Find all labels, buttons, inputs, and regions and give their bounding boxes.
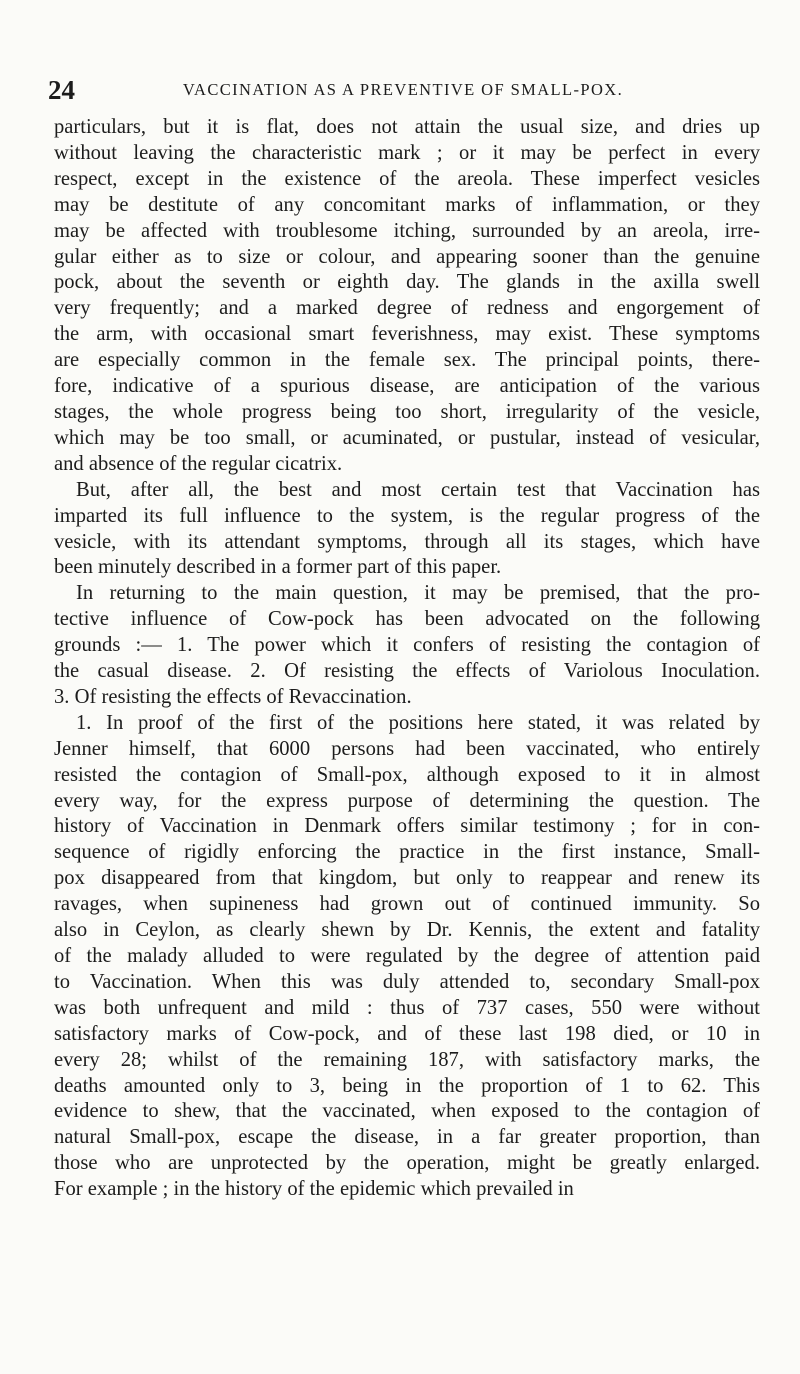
text-line: resisted the contagion of Small-pox, although exposed to it in almost bbox=[54, 763, 760, 786]
text-line: may be affected with troublesome itching, surrounded by an areola, irre- bbox=[54, 219, 760, 242]
text-line: 1. In proof of the first of the positions here stated, it was related by bbox=[76, 711, 760, 734]
text-line: grounds :— 1. The power which it confers of resisting the contagion of bbox=[54, 634, 760, 657]
text-line: But, after all, the best and most certain test that Vaccination has bbox=[76, 478, 760, 501]
text-line: gular either as to size or colour, and appearing sooner than the genuine bbox=[54, 245, 760, 268]
text-line: the arm, with occasional smart feverishness, may exist. These symptoms bbox=[54, 323, 760, 346]
text-line: natural Small-pox, escape the disease, in a far greater proportion, than bbox=[54, 1126, 760, 1149]
text-line: imparted its full influence to the system, is the regular progress of the bbox=[54, 504, 760, 527]
text-line: the casual disease. 2. Of resisting the effects of Variolous Inoculation. bbox=[54, 660, 760, 683]
text-line: For example ; in the history of the epidemic which prevailed in bbox=[54, 1178, 574, 1201]
running-title: VACCINATION AS A PREVENTIVE OF SMALL-POX. bbox=[182, 80, 624, 99]
text-line: every way, for the express purpose of determining the question. The bbox=[54, 789, 760, 812]
text-line: respect, except in the existence of the areola. These imperfect vesicles bbox=[54, 167, 760, 190]
text-line: evidence to shew, that the vaccinated, when exposed to the contagion of bbox=[54, 1100, 760, 1123]
text-line: very frequently; and a marked degree of redness and engorgement of bbox=[54, 297, 760, 320]
page-header bbox=[48, 73, 758, 107]
text-line: fore, indicative of a spurious disease, are anticipation of the various bbox=[54, 375, 760, 398]
text-line: every 28; whilst of the remaining 187, with satisfactory marks, the bbox=[54, 1048, 760, 1071]
text-line: satisfactory marks of Cow-pock, and of these last 198 died, or 10 in bbox=[54, 1022, 760, 1045]
text-line: are especially common in the female sex. The principal points, there- bbox=[54, 349, 760, 372]
text-line: without leaving the characteristic mark ; or it may be perfect in every bbox=[54, 141, 760, 164]
text-line: stages, the whole progress being too short, irregularity of the vesicle, bbox=[54, 400, 760, 423]
text-line: may be destitute of any concomitant marks of inflammation, or they bbox=[54, 193, 760, 216]
text-line: sequence of rigidly enforcing the practice in the first instance, Small- bbox=[54, 841, 760, 864]
text-line: pock, about the seventh or eighth day. The glands in the axilla swell bbox=[54, 271, 760, 294]
text-line: also in Ceylon, as clearly shewn by Dr. Kennis, the extent and fatality bbox=[54, 919, 760, 942]
text-line: Jenner himself, that 6000 persons had been vaccinated, who entirely bbox=[54, 737, 760, 760]
page-number: 24 bbox=[48, 75, 75, 105]
text-line: been minutely described in a former part of this paper. bbox=[54, 556, 502, 579]
text-line: and absence of the regular cicatrix. bbox=[54, 452, 343, 475]
text-line: history of Vaccination in Denmark offers similar testimony ; for in con- bbox=[54, 815, 760, 838]
text-line: to Vaccination. When this was duly attended to, secondary Small-pox bbox=[54, 970, 760, 993]
text-line: pox disappeared from that kingdom, but only to reappear and renew its bbox=[54, 867, 760, 890]
text-line: 3. Of resisting the effects of Revaccination. bbox=[54, 685, 412, 708]
text-line: tective influence of Cow-pock has been advocated on the following bbox=[54, 608, 760, 631]
text-line: was both unfrequent and mild : thus of 737 cases, 550 were without bbox=[54, 996, 760, 1019]
body-text bbox=[54, 115, 760, 1203]
text-line: particulars, but it is flat, does not attain the usual size, and dries up bbox=[54, 116, 760, 138]
text-line: vesicle, with its attendant symptoms, through all its stages, which have bbox=[54, 530, 760, 553]
text-line: of the malady alluded to were regulated by the degree of attention paid bbox=[54, 945, 760, 967]
text-line: which may be too small, or acuminated, or pustular, instead of vesicular, bbox=[54, 426, 760, 449]
text-line: ravages, when supineness had grown out of continued immunity. So bbox=[54, 893, 760, 916]
text-line: In returning to the main question, it may be premised, that the pro- bbox=[76, 582, 760, 605]
text-line: deaths amounted only to 3, being in the proportion of 1 to 62. This bbox=[54, 1074, 760, 1097]
text-line: those who are unprotected by the operation, might be greatly enlarged. bbox=[54, 1152, 760, 1175]
